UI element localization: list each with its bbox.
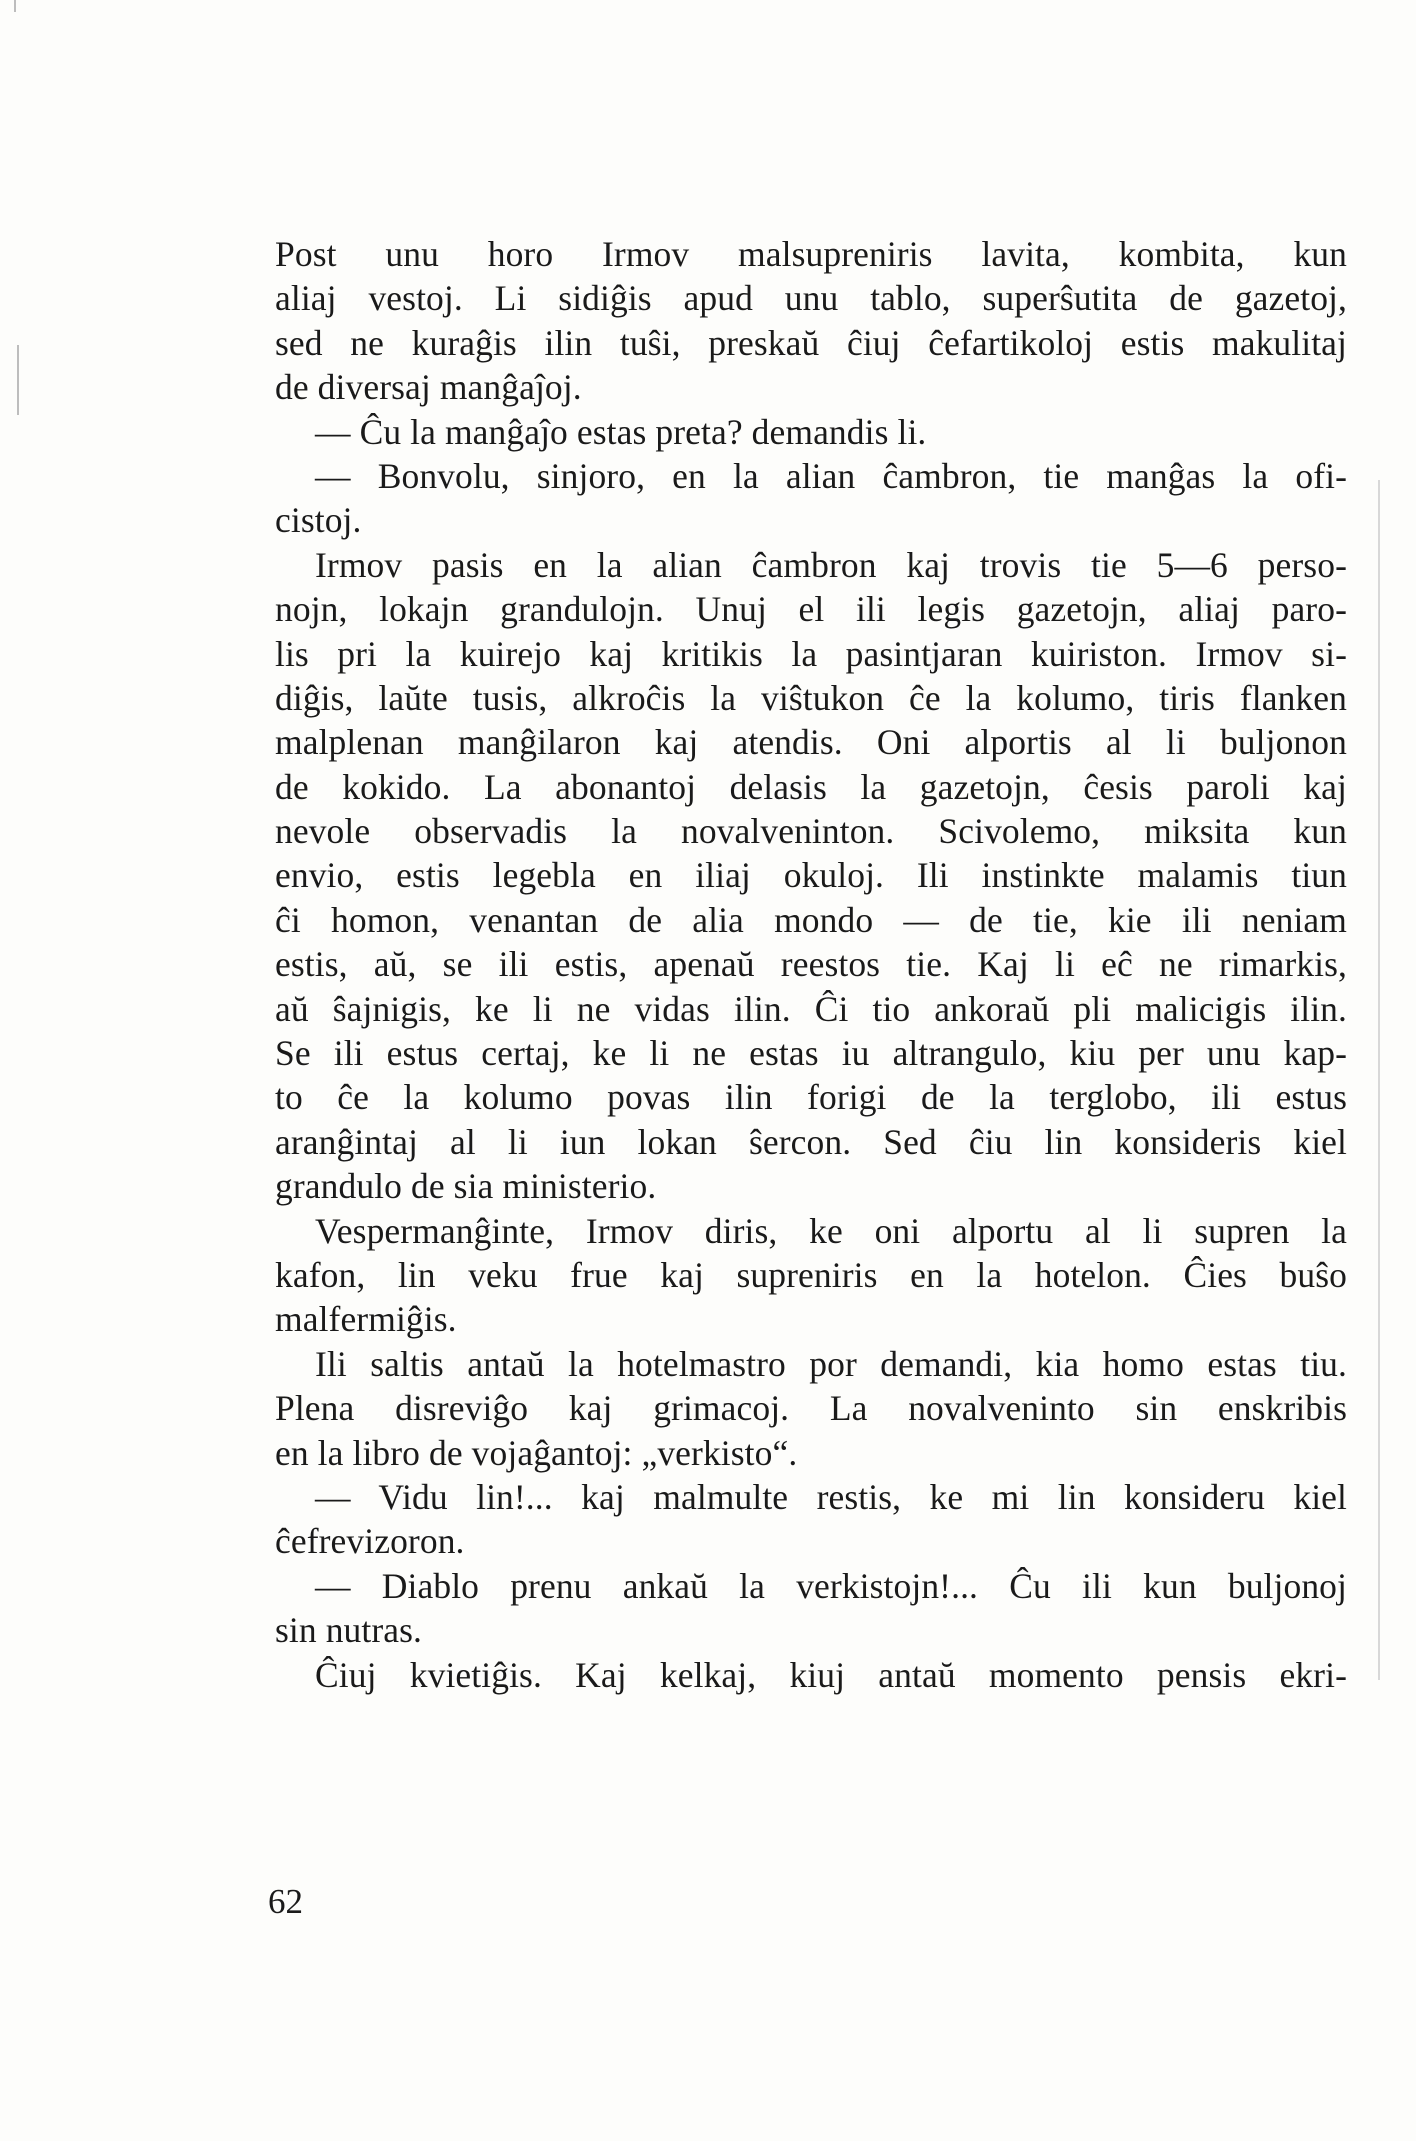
text-line: grandulo de sia ministerio. — [275, 1166, 657, 1207]
text-line: ĉi homon, venantan de alia mondo — de tie, kie ili neniam — [275, 899, 1347, 940]
text-line: de diversaj manĝaĵoj. — [275, 367, 582, 408]
body-text — [275, 232, 1347, 1697]
text-line: Ili saltis antaŭ la hotelmastro por demandi, kia homo estas tiu. — [315, 1343, 1347, 1384]
text-line: nevole observadis la novalveninton. Scivolemo, miksita kun — [275, 811, 1347, 852]
text-line: envio, estis legebla en iliaj okuloj. Ili instinkte malamis tiun — [275, 855, 1347, 896]
text-line: sin nutras. — [275, 1610, 423, 1651]
scan-margin-mark — [17, 345, 19, 415]
text-line: ĉefrevizoron. — [275, 1521, 465, 1562]
page-number: 62 — [268, 1882, 303, 1921]
text-line: de kokido. La abonantoj delasis la gazetojn, ĉesis paroli kaj — [275, 766, 1347, 807]
text-line: — Vidu lin!... kaj malmulte restis, ke mi lin konsideru kiel — [315, 1476, 1347, 1517]
text-line: Irmov pasis en la alian ĉambron kaj trovis tie 5—6 perso- — [315, 544, 1347, 585]
text-line: Vespermanĝinte, Irmov diris, ke oni alportu al li supren la — [315, 1210, 1347, 1251]
text-line: aliaj vestoj. Li sidiĝis apud unu tablo, superŝutita de gazetoj, — [275, 278, 1347, 319]
text-line: to ĉe la kolumo povas ilin forigi de la terglobo, ili estus — [275, 1077, 1347, 1118]
text-line: en la libro de vojaĝantoj: „verkisto“. — [275, 1432, 798, 1473]
text-line: kafon, lin veku frue kaj supreniris en la hotelon. Ĉies buŝo — [275, 1254, 1347, 1295]
text-line: sed ne kuraĝis ilin tuŝi, preskaŭ ĉiuj ĉefartikoloj estis makulitaj — [275, 322, 1347, 363]
text-line: — Diablo prenu ankaŭ la verkistojn!... Ĉu ili kun buljonoj — [315, 1565, 1347, 1606]
text-line: Ĉiuj kvietiĝis. Kaj kelkaj, kiuj antaŭ momento pensis ekri- — [315, 1654, 1347, 1695]
text-line: cistoj. — [275, 500, 362, 541]
scan-margin-mark — [14, 0, 16, 12]
text-line: lis pri la kuirejo kaj kritikis la pasintjaran kuiriston. Irmov si- — [275, 633, 1347, 674]
text-line: — Bonvolu, sinjoro, en la alian ĉambron, tie manĝas la ofi- — [315, 455, 1347, 496]
text-line: Se ili estus certaj, ke li ne estas iu altrangulo, kiu per unu kap- — [275, 1033, 1347, 1074]
text-line: malfermiĝis. — [275, 1299, 457, 1340]
text-line: malplenan manĝilaron kaj atendis. Oni alportis al li buljonon — [275, 722, 1347, 763]
text-line: diĝis, laŭte tusis, alkroĉis la viŝtukon ĉe la kolumo, tiris flanken — [275, 677, 1347, 718]
text-line: aranĝintaj al li iun lokan ŝercon. Sed ĉiu lin konsideris kiel — [275, 1121, 1347, 1162]
text-line: Plena disreviĝo kaj grimacoj. La novalveninto sin enskribis — [275, 1388, 1347, 1429]
text-line: aŭ ŝajnigis, ke li ne vidas ilin. Ĉi tio ankoraŭ pli malicigis ilin. — [275, 988, 1347, 1029]
scan-speck — [1378, 480, 1380, 1680]
text-line: Post unu horo Irmov malsupreniris lavita, kombita, kun — [275, 234, 1347, 274]
text-line: — Ĉu la manĝaĵo estas preta? demandis li. — [315, 411, 927, 452]
text-line: nojn, lokajn grandulojn. Unuj el ili legis gazetojn, aliaj paro- — [275, 589, 1347, 630]
text-line: estis, aŭ, se ili estis, apenaŭ reestos tie. Kaj li eĉ ne rimarkis, — [275, 944, 1347, 985]
